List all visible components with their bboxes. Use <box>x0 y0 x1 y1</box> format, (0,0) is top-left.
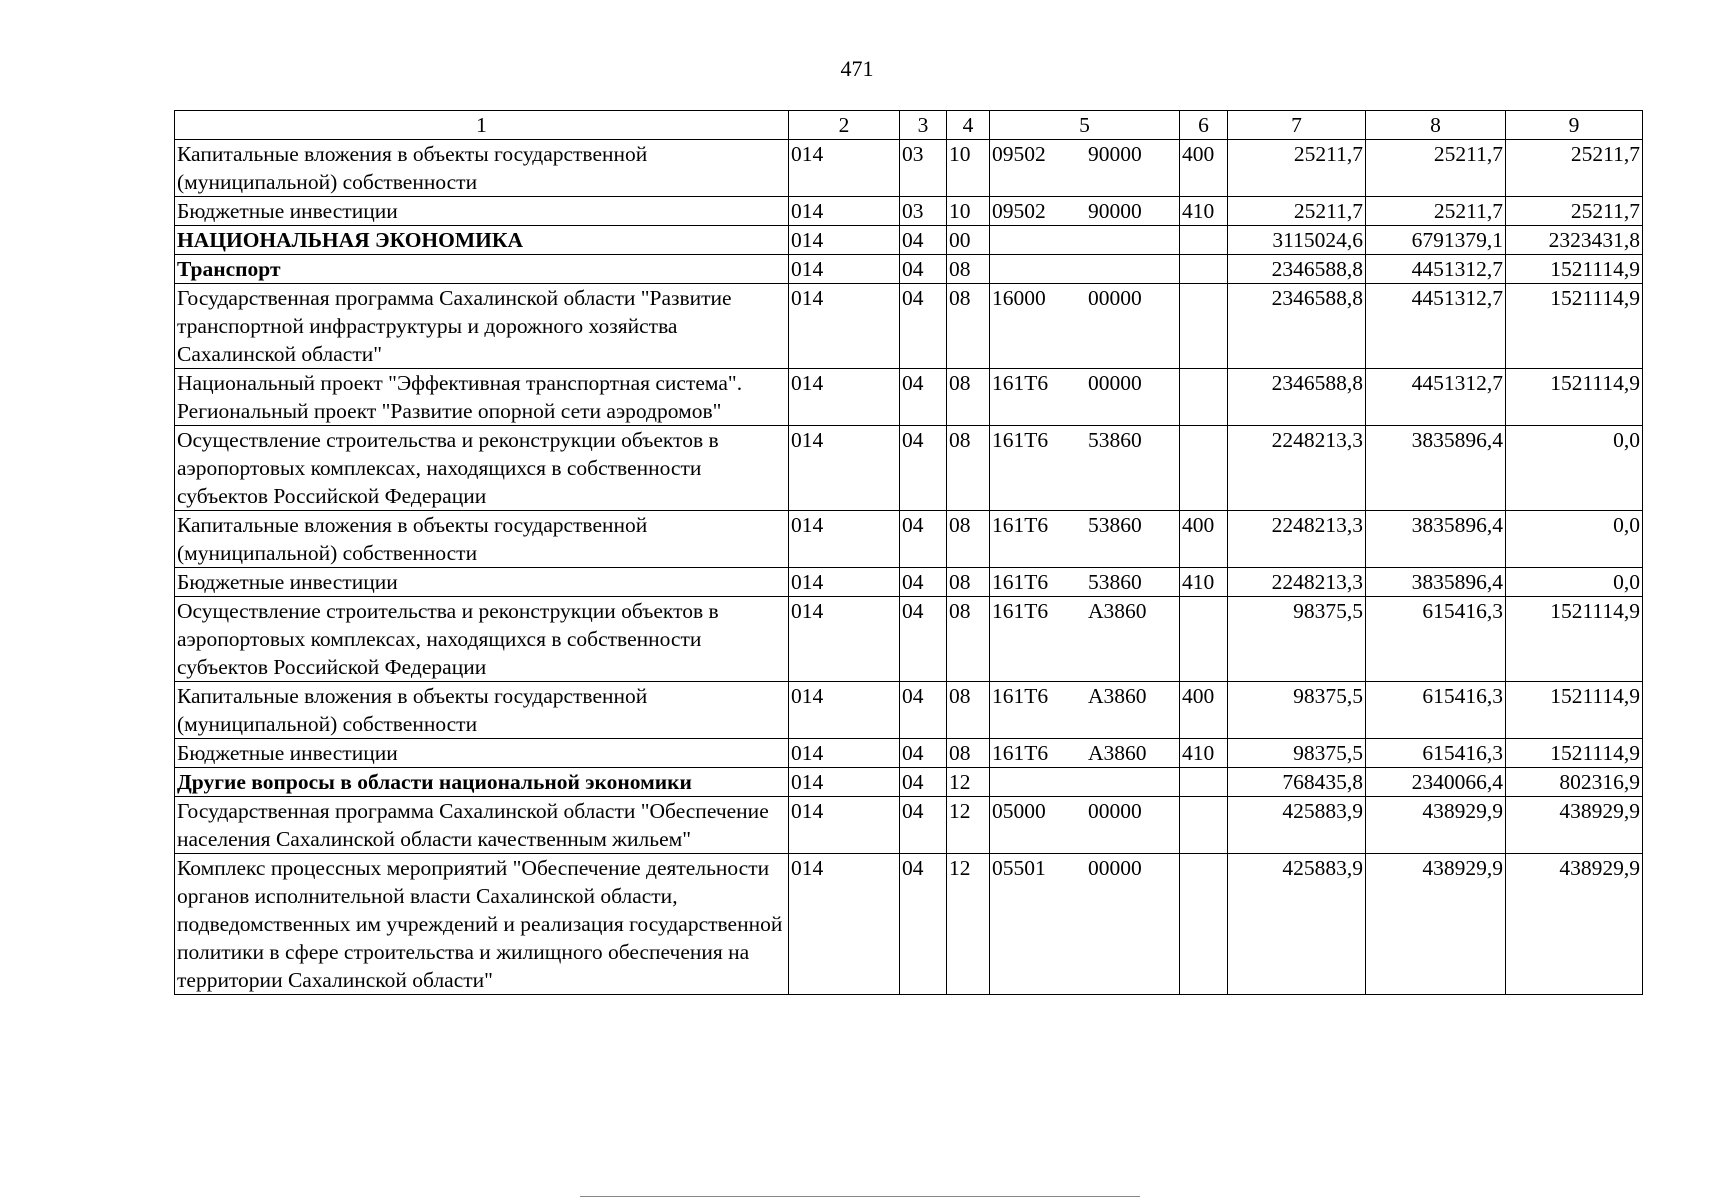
program-code-cell <box>990 768 1180 797</box>
column-header: 1 <box>175 111 789 140</box>
expense-type-cell: 410 <box>1180 197 1228 226</box>
amount-col9-cell: 1521114,9 <box>1506 255 1643 284</box>
bottom-rule <box>580 1196 1140 1197</box>
expense-type-cell: 400 <box>1180 682 1228 739</box>
program-code-part2: 90000 <box>1088 142 1142 166</box>
admin-code-cell: 014 <box>789 739 900 768</box>
row-name-cell: Транспорт <box>175 255 789 284</box>
amount-col7-cell: 2346588,8 <box>1228 255 1366 284</box>
amount-col7-cell: 98375,5 <box>1228 682 1366 739</box>
admin-code-cell: 014 <box>789 597 900 682</box>
table-row <box>175 739 1643 768</box>
subsection-code-cell: 10 <box>947 197 990 226</box>
expense-type-cell: 410 <box>1180 568 1228 597</box>
amount-col8-cell: 4451312,7 <box>1366 369 1506 426</box>
column-header: 2 <box>789 111 900 140</box>
section-code-cell: 04 <box>900 597 947 682</box>
section-code-cell: 04 <box>900 426 947 511</box>
expense-type-cell <box>1180 797 1228 854</box>
subsection-code-cell: 08 <box>947 682 990 739</box>
program-code-cell <box>990 369 1180 426</box>
expense-type-cell <box>1180 426 1228 511</box>
amount-col8-cell: 615416,3 <box>1366 597 1506 682</box>
subsection-code-cell: 08 <box>947 426 990 511</box>
expense-type-cell <box>1180 226 1228 255</box>
amount-col7-cell: 2346588,8 <box>1228 369 1366 426</box>
subsection-code-cell: 08 <box>947 739 990 768</box>
table-row <box>175 197 1643 226</box>
expense-type-cell: 400 <box>1180 511 1228 568</box>
amount-col7-cell: 3115024,6 <box>1228 226 1366 255</box>
program-code-cell <box>990 197 1180 226</box>
program-code-part2: А3860 <box>1088 741 1147 765</box>
program-code-cell <box>990 597 1180 682</box>
column-header: 6 <box>1180 111 1228 140</box>
expense-type-cell <box>1180 369 1228 426</box>
subsection-code-cell: 00 <box>947 226 990 255</box>
subsection-code-cell: 12 <box>947 797 990 854</box>
amount-col9-cell: 25211,7 <box>1506 197 1643 226</box>
amount-col8-cell: 438929,9 <box>1366 854 1506 995</box>
amount-col9-cell: 1521114,9 <box>1506 369 1643 426</box>
table-row <box>175 682 1643 739</box>
subsection-code-cell: 08 <box>947 284 990 369</box>
row-name-cell: Осуществление строительства и реконструкции объектов в аэропортовых комплексах, находящихся в собственности субъектов Российской Федерации <box>175 597 789 682</box>
expense-type-cell: 410 <box>1180 739 1228 768</box>
row-name-cell: Государственная программа Сахалинской области "Обеспечение населения Сахалинской области качественным жильем" <box>175 797 789 854</box>
amount-col9-cell: 25211,7 <box>1506 140 1643 197</box>
program-code-cell <box>990 284 1180 369</box>
program-code-part1: 09502 <box>992 199 1046 223</box>
section-code-cell: 04 <box>900 568 947 597</box>
program-code-part1: 161Т6 <box>992 513 1049 537</box>
admin-code-cell: 014 <box>789 197 900 226</box>
section-code-cell: 04 <box>900 797 947 854</box>
admin-code-cell: 014 <box>789 797 900 854</box>
admin-code-cell: 014 <box>789 140 900 197</box>
amount-col7-cell: 98375,5 <box>1228 597 1366 682</box>
table-row <box>175 597 1643 682</box>
subsection-code-cell: 12 <box>947 768 990 797</box>
program-code-part2: А3860 <box>1088 599 1147 623</box>
program-code-part2: 00000 <box>1088 371 1142 395</box>
section-code-cell: 04 <box>900 369 947 426</box>
table-row <box>175 768 1643 797</box>
program-code-cell <box>990 140 1180 197</box>
program-code-part1: 09502 <box>992 142 1046 166</box>
amount-col7-cell: 2248213,3 <box>1228 511 1366 568</box>
page-number: 471 <box>840 56 874 81</box>
column-header: 7 <box>1228 111 1366 140</box>
expense-type-cell <box>1180 255 1228 284</box>
program-code-part2: 53860 <box>1088 570 1142 594</box>
subsection-code-cell: 10 <box>947 140 990 197</box>
column-header: 5 <box>990 111 1180 140</box>
program-code-part2: 00000 <box>1088 799 1142 823</box>
amount-col7-cell: 98375,5 <box>1228 739 1366 768</box>
table-row <box>175 426 1643 511</box>
admin-code-cell: 014 <box>789 226 900 255</box>
row-name-cell: Национальный проект "Эффективная транспортная система". Региональный проект "Развитие опорной сети аэродромов" <box>175 369 789 426</box>
column-header: 4 <box>947 111 990 140</box>
amount-col7-cell: 425883,9 <box>1228 797 1366 854</box>
row-name-cell: Бюджетные инвестиции <box>175 197 789 226</box>
amount-col8-cell: 615416,3 <box>1366 682 1506 739</box>
column-header: 3 <box>900 111 947 140</box>
amount-col9-cell: 0,0 <box>1506 426 1643 511</box>
expense-type-cell <box>1180 854 1228 995</box>
amount-col8-cell: 4451312,7 <box>1366 255 1506 284</box>
admin-code-cell: 014 <box>789 511 900 568</box>
admin-code-cell: 014 <box>789 255 900 284</box>
row-name-cell: Комплекс процессных мероприятий "Обеспечение деятельности органов исполнительной власти Сахалинской области, подведомственных им учреждений и реализация государственной политики в сфере строительства и жилищного обеспечения на территории Сахалинской области" <box>175 854 789 995</box>
row-name-cell: Капитальные вложения в объекты государственной (муниципальной) собственности <box>175 682 789 739</box>
amount-col9-cell: 438929,9 <box>1506 854 1643 995</box>
table-row <box>175 369 1643 426</box>
admin-code-cell: 014 <box>789 369 900 426</box>
subsection-code-cell: 08 <box>947 597 990 682</box>
expense-type-cell <box>1180 284 1228 369</box>
section-code-cell: 04 <box>900 739 947 768</box>
section-code-cell: 04 <box>900 854 947 995</box>
subsection-code-cell: 08 <box>947 568 990 597</box>
expense-type-cell <box>1180 597 1228 682</box>
section-code-cell: 04 <box>900 682 947 739</box>
section-code-cell: 04 <box>900 226 947 255</box>
program-code-part2: 53860 <box>1088 428 1142 452</box>
expense-type-cell <box>1180 768 1228 797</box>
program-code-part1: 161Т6 <box>992 371 1049 395</box>
program-code-part1: 161Т6 <box>992 684 1049 708</box>
amount-col8-cell: 4451312,7 <box>1366 284 1506 369</box>
amount-col8-cell: 2340066,4 <box>1366 768 1506 797</box>
amount-col8-cell: 438929,9 <box>1366 797 1506 854</box>
section-code-cell: 04 <box>900 511 947 568</box>
section-code-cell: 04 <box>900 768 947 797</box>
subsection-code-cell: 08 <box>947 369 990 426</box>
table-row <box>175 255 1643 284</box>
amount-col9-cell: 0,0 <box>1506 511 1643 568</box>
column-header: 9 <box>1506 111 1643 140</box>
program-code-cell <box>990 255 1180 284</box>
subsection-code-cell: 08 <box>947 511 990 568</box>
amount-col8-cell: 25211,7 <box>1366 197 1506 226</box>
program-code-part1: 05501 <box>992 856 1046 880</box>
program-code-cell <box>990 854 1180 995</box>
program-code-part1: 161Т6 <box>992 599 1049 623</box>
subsection-code-cell: 12 <box>947 854 990 995</box>
budget-table <box>174 110 1643 995</box>
program-code-part2: 53860 <box>1088 513 1142 537</box>
header-row <box>175 111 1643 140</box>
program-code-part1: 161Т6 <box>992 741 1049 765</box>
program-code-cell <box>990 797 1180 854</box>
amount-col9-cell: 1521114,9 <box>1506 682 1643 739</box>
row-name-cell: Другие вопросы в области национальной экономики <box>175 768 789 797</box>
section-code-cell: 04 <box>900 284 947 369</box>
admin-code-cell: 014 <box>789 426 900 511</box>
row-name-cell: Капитальные вложения в объекты государственной (муниципальной) собственности <box>175 140 789 197</box>
program-code-part2: 00000 <box>1088 856 1142 880</box>
amount-col9-cell: 438929,9 <box>1506 797 1643 854</box>
section-code-cell: 03 <box>900 197 947 226</box>
row-name-cell: Государственная программа Сахалинской области "Развитие транспортной инфраструктуры и дорожного хозяйства Сахалинской области" <box>175 284 789 369</box>
amount-col9-cell: 2323431,8 <box>1506 226 1643 255</box>
admin-code-cell: 014 <box>789 568 900 597</box>
amount-col7-cell: 425883,9 <box>1228 854 1366 995</box>
section-code-cell: 04 <box>900 255 947 284</box>
amount-col8-cell: 3835896,4 <box>1366 568 1506 597</box>
row-name-cell: Бюджетные инвестиции <box>175 739 789 768</box>
row-name-cell: Бюджетные инвестиции <box>175 568 789 597</box>
subsection-code-cell: 08 <box>947 255 990 284</box>
program-code-cell <box>990 568 1180 597</box>
amount-col8-cell: 3835896,4 <box>1366 426 1506 511</box>
amount-col9-cell: 1521114,9 <box>1506 597 1643 682</box>
admin-code-cell: 014 <box>789 284 900 369</box>
program-code-part1: 161Т6 <box>992 570 1049 594</box>
amount-col7-cell: 25211,7 <box>1228 197 1366 226</box>
table-row <box>175 140 1643 197</box>
program-code-cell <box>990 739 1180 768</box>
amount-col9-cell: 1521114,9 <box>1506 739 1643 768</box>
amount-col8-cell: 25211,7 <box>1366 140 1506 197</box>
amount-col8-cell: 3835896,4 <box>1366 511 1506 568</box>
row-name-cell: НАЦИОНАЛЬНАЯ ЭКОНОМИКА <box>175 226 789 255</box>
program-code-cell <box>990 426 1180 511</box>
amount-col9-cell: 1521114,9 <box>1506 284 1643 369</box>
amount-col9-cell: 802316,9 <box>1506 768 1643 797</box>
row-name-cell: Капитальные вложения в объекты государственной (муниципальной) собственности <box>175 511 789 568</box>
amount-col7-cell: 2248213,3 <box>1228 426 1366 511</box>
program-code-part2: 90000 <box>1088 199 1142 223</box>
table-row <box>175 284 1643 369</box>
table-row <box>175 854 1643 995</box>
table-row <box>175 511 1643 568</box>
program-code-part1: 16000 <box>992 286 1046 310</box>
column-header: 8 <box>1366 111 1506 140</box>
program-code-cell <box>990 682 1180 739</box>
amount-col8-cell: 615416,3 <box>1366 739 1506 768</box>
admin-code-cell: 014 <box>789 682 900 739</box>
program-code-part1: 05000 <box>992 799 1046 823</box>
amount-col9-cell: 0,0 <box>1506 568 1643 597</box>
section-code-cell: 03 <box>900 140 947 197</box>
table-row <box>175 797 1643 854</box>
admin-code-cell: 014 <box>789 854 900 995</box>
program-code-part2: 00000 <box>1088 286 1142 310</box>
amount-col7-cell: 768435,8 <box>1228 768 1366 797</box>
program-code-part2: А3860 <box>1088 684 1147 708</box>
expense-type-cell: 400 <box>1180 140 1228 197</box>
amount-col7-cell: 25211,7 <box>1228 140 1366 197</box>
amount-col7-cell: 2346588,8 <box>1228 284 1366 369</box>
row-name-cell: Осуществление строительства и реконструкции объектов в аэропортовых комплексах, находящихся в собственности субъектов Российской Федерации <box>175 426 789 511</box>
program-code-part1: 161Т6 <box>992 428 1049 452</box>
table-row <box>175 226 1643 255</box>
program-code-cell <box>990 226 1180 255</box>
amount-col8-cell: 6791379,1 <box>1366 226 1506 255</box>
program-code-cell <box>990 511 1180 568</box>
table-row <box>175 568 1643 597</box>
admin-code-cell: 014 <box>789 768 900 797</box>
amount-col7-cell: 2248213,3 <box>1228 568 1366 597</box>
